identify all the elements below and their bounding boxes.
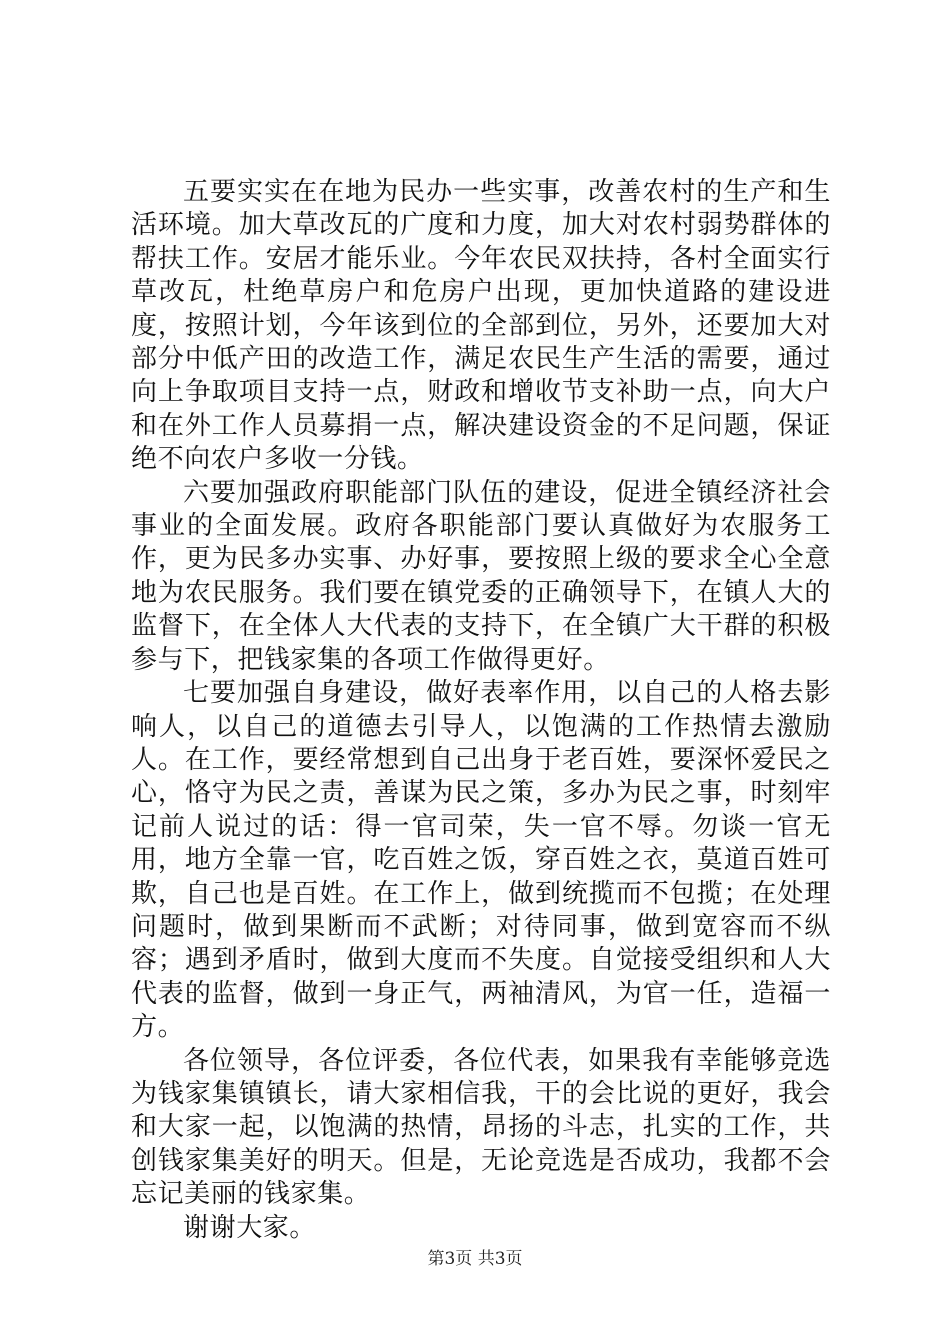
paragraph-5: 五要实实在在地为民办一些实事，改善农村的生产和生活环境。加大草改瓦的广度和力度，加大对农村弱势群体的帮扶工作。安居才能乐业。今年农民双扶持，各村全面实行草改瓦，杜绝草房户和危房户出现，更加快道路的建设进度，按照计划，今年该到位的全部到位，另外，还要加大对部分中低产田的改造工作，满足农民生产生活的需要，通过向上争取项目支持一点，财政和增收节支补助一点，向大户和在外工作人员募捐一点，解决建设资金的不足问题，保证绝不向农户多收一分钱。 <box>131 177 831 475</box>
document-body <box>131 176 831 1245</box>
paragraph-closing: 各位领导，各位评委，各位代表，如果我有幸能够竞选为钱家集镇镇长，请大家相信我，干的会比说的更好，我会和大家一起，以饱满的热情，昂扬的斗志，扎实的工作，共创钱家集美好的明天。但是，无论竞选是否成功，我都不会忘记美丽的钱家集。 <box>131 1045 831 1210</box>
paragraph-6: 六要加强政府职能部门队伍的建设，促进全镇经济社会事业的全面发展。政府各职能部门要认真做好为农服务工作，更为民多办实事、办好事，要按照上级的要求全心全意地为农民服务。我们要在镇党委的正确领导下，在镇人大的监督下，在全体人大代表的支持下，在全镇广大干群的积极参与下，把钱家集的各项工作做得更好。 <box>131 477 831 675</box>
paragraph-thanks: 谢谢大家。 <box>183 1212 317 1243</box>
page-footer: 第3页 共3页 <box>427 1249 523 1269</box>
paragraph-7: 七要加强自身建设，做好表率作用，以自己的人格去影响人，以自己的道德去引导人，以饱满的工作热情去激励人。在工作，要经常想到自己出身于老百姓，要深怀爱民之心，恪守为民之责，善谋为民之策，多办为民之事，时刻牢记前人说过的话：得一官司荣，失一官不辱。勿谈一官无用，地方全靠一官，吃百姓之饭，穿百姓之衣，莫道百姓可欺，自己也是百姓。在工作上，做到统揽而不包揽；在处理问题时，做到果断而不武断；对待同事，做到宽容而不纵容；遇到矛盾时，做到大度而不失度。自觉接受组织和人大代表的监督，做到一身正气，两袖清风，为官一任，造福一方。 <box>131 678 831 1043</box>
